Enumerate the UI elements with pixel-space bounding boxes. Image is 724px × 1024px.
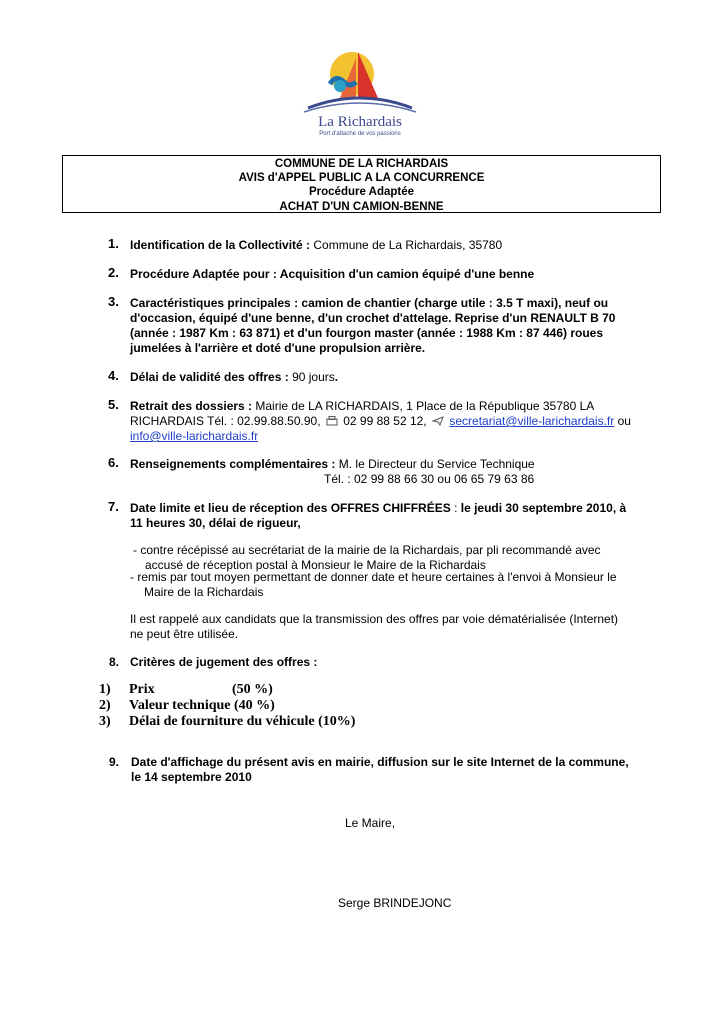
delivery-option-2-line1: - remis par tout moyen permettant de donner date et heure certaines à l'envoi à Monsieur le xyxy=(130,570,617,584)
item-number-7: 7. xyxy=(108,499,119,514)
item-7-label: Date limite et lieu de réception des OFFRES CHIFFRÉES xyxy=(130,501,451,515)
logo-name: La Richardais xyxy=(318,114,402,130)
header-commune: COMMUNE DE LA RICHARDAIS xyxy=(274,158,449,170)
item-4 xyxy=(130,370,638,385)
item-number-9: 9. xyxy=(109,755,120,769)
la-richardais-logo xyxy=(300,46,420,138)
header-achat: ACHAT D'UN CAMION-BENNE xyxy=(279,200,444,213)
item-3-line2: d'occasion, équipé d'une benne, d'un crochet d'attelage. Reprise d'un RENAULT B 70 xyxy=(130,311,616,325)
item-7-date: le jeudi 30 septembre 2010, à xyxy=(460,501,627,515)
item-3-line4: jumelées à l'arrière et doté d'une propulsion arrière. xyxy=(130,341,426,355)
criterion-1-weight: (50 %) xyxy=(232,682,273,697)
item-8: Critères de jugement des offres : xyxy=(130,655,318,669)
item-6-label: Renseignements complémentaires : xyxy=(130,457,339,471)
criterion-1-number: 1) xyxy=(99,682,111,697)
email-secretariat-link[interactable]: secretariat@ville-larichardais.fr xyxy=(449,414,615,428)
item-7 xyxy=(130,501,638,531)
item-5-phone: RICHARDAIS Tél. : 02.99.88.50.90, xyxy=(130,414,321,428)
header-avis: AVIS d'APPEL PUBLIC A LA CONCURRENCE xyxy=(238,172,485,185)
item-9-line2: le 14 septembre 2010 xyxy=(131,770,252,784)
item-1 xyxy=(130,238,638,253)
item-2: Procédure Adaptée pour : Acquisition d'un camion équipé d'une benne xyxy=(130,267,535,281)
item-number-6: 6. xyxy=(108,455,119,470)
item-5-fax: 02 99 88 52 12, xyxy=(343,414,427,428)
criterion-3 xyxy=(99,714,355,730)
item-number-2: 2. xyxy=(108,265,119,280)
item-9 xyxy=(131,755,651,785)
item-3 xyxy=(130,296,638,356)
item-number-1: 1. xyxy=(108,236,119,251)
criterion-2 xyxy=(99,698,355,714)
signature-title: Le Maire, xyxy=(345,816,396,830)
item-9-line1: Date d'affichage du présent avis en mairie, diffusion sur le site Internet de la commune, xyxy=(131,755,629,769)
item-5 xyxy=(130,399,638,444)
item-4-period: . xyxy=(334,370,339,384)
electronic-note xyxy=(130,612,638,642)
delivery-option-2-line2: Maire de la Richardais xyxy=(144,585,264,599)
item-number-8: 8. xyxy=(109,655,120,669)
criterion-3-number: 3) xyxy=(99,714,111,729)
header-procedure: Procédure Adaptée xyxy=(308,186,415,199)
delivery-option-1-line2: accusé de réception postal à Monsieur le Maire de la Richardais xyxy=(145,558,486,572)
item-7-sep: : xyxy=(450,501,461,515)
logo-graphic xyxy=(300,46,420,138)
item-1-value: Commune de La Richardais, 35780 xyxy=(313,238,503,252)
item-1-label: Identification de la Collectivité : xyxy=(130,238,314,252)
notice-header xyxy=(62,155,661,213)
criterion-1 xyxy=(99,682,355,698)
item-6-phone: Tél. : 02 99 88 66 30 ou 06 65 79 63 86 xyxy=(324,472,535,486)
criterion-3-label: Délai de fourniture du véhicule (10%) xyxy=(129,714,356,729)
email-icon xyxy=(432,416,444,426)
criterion-2-number: 2) xyxy=(99,698,111,713)
item-5-address: Mairie de LA RICHARDAIS, 1 Place de la République 35780 LA xyxy=(255,399,595,413)
item-4-value: 90 jours xyxy=(292,370,335,384)
item-6-contact: M. le Directeur du Service Technique xyxy=(338,457,535,471)
delivery-option-1 xyxy=(133,543,643,573)
item-5-or: ou xyxy=(614,414,631,428)
logo-tagline: Port d'attache de vos passions xyxy=(319,131,401,137)
item-number-5: 5. xyxy=(108,397,119,412)
item-number-3: 3. xyxy=(108,294,119,309)
criteria-list xyxy=(99,682,355,730)
electronic-note-line1: Il est rappelé aux candidats que la transmission des offres par voie dématérialisée (Internet) xyxy=(130,612,619,626)
item-6 xyxy=(130,457,638,487)
item-number-4: 4. xyxy=(108,368,119,383)
electronic-note-line2: ne peut être utilisée. xyxy=(130,627,239,641)
item-5-label: Retrait des dossiers : xyxy=(130,399,256,413)
criterion-1-label: Prix xyxy=(129,682,155,697)
item-7-time: 11 heures 30, délai de rigueur, xyxy=(130,516,301,530)
fax-icon xyxy=(326,416,338,426)
email-info-link[interactable]: info@ville-larichardais.fr xyxy=(130,429,259,443)
item-4-label: Délai de validité des offres : xyxy=(130,370,293,384)
delivery-option-1-line1: - contre récépissé au secrétariat de la mairie de la Richardais, par pli recommandé avec xyxy=(133,543,601,557)
signature-name: Serge BRINDEJONC xyxy=(338,896,452,910)
criterion-2-label: Valeur technique (40 %) xyxy=(129,698,275,713)
item-3-line3: (année : 1987 Km : 63 871) et d'un fourgon master (année : 1988 Km : 87 446) roues xyxy=(130,326,604,340)
delivery-option-2 xyxy=(130,570,640,600)
item-3-line1: Caractéristiques principales : camion de chantier (charge utile : 3.5 T maxi), neuf ou xyxy=(130,296,609,310)
